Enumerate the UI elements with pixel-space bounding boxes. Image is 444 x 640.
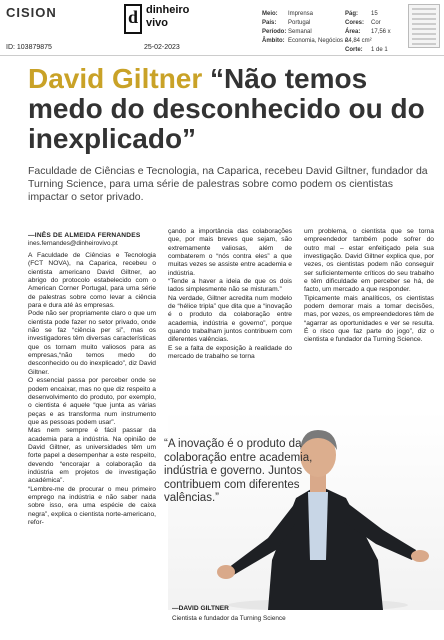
article-headline xyxy=(28,64,428,154)
author-email: ines.fernandes@dinheirovivo.pt xyxy=(28,240,118,247)
meta-value: 1 de 1 xyxy=(371,47,388,53)
meta-key: Meio: xyxy=(262,11,278,17)
meta-key: Cores: xyxy=(345,20,365,26)
headline-name: David Giltner xyxy=(28,63,203,94)
publication-date: 25-02-2023 xyxy=(144,44,180,51)
logo-line-1: dinheiro xyxy=(146,4,190,16)
photo-credit: —DAVID GILTNER xyxy=(172,605,229,612)
meta-block-right xyxy=(345,10,405,55)
agency-logo: CISION xyxy=(6,5,57,20)
page-thumbnail xyxy=(408,4,440,48)
publication-logo xyxy=(124,4,196,36)
meta-key: Corte: xyxy=(345,47,363,53)
logo-line-2: vivo xyxy=(146,17,169,29)
meta-value: Economia, Negócios e. xyxy=(288,38,350,44)
article-column-1: A Faculdade de Ciências e Tecnologia (FCT NOVA), na Caparica, recebeu o cientista americano David Giltner, ao abrigo do protocolo estabelecido com o American Corner Portugal, para uma série de palestras sobre como levar a ciência para e dura até às empresas. Pode não ser propriamente claro o que um cientista pode fazer no setor privado, onde não se faz “ciência per si”, mas os investigadores têm diversas características que os tornam muito valiosos para as empresas,“não temos medo do desconhecido ou do inexplicado”, diz David Giltner. O essencial passa por perceber onde se podem encaixar, mas no que diz respeito a desenvolvimento do produto, por exemplo, o cientista é aquele “que junta as várias peças e as transforma num instrumento que as pessoas podem usar”. Mas nem sempre é fácil passar da academia para a indústria. Na opinião de David Giltner, as universidades têm um forte papel a desempenhar a este respeito, devendo “encorajar a colaboração da indústria em projetos de investigação académica”. “Lembre-me de procurar o meu primeiro emprego na indústria e não saber nada sobre isso, era uma espécie de caixa negra”, explica o cientista norte-americano, refor- xyxy=(28,252,156,526)
article-column-2: çando a importância das colaborações que, por mais breves que sejam, são extremamente valiosas, além de combaterem o “nós contra eles” a que muitas vezes se assiste entre academia e indústria. “Tende a haver a ideia de que os dois lados simplesmente não se misturam.” Na verdade, Giltner acredita num modelo de “hélice tripla” que dita que a “inovação é o produto da colaboração entre academia, indústria e governo”, porque quando trabalham juntos contribuem com diferentes valências. E se a falta de exposição à realidade do mercado de trabalho se torna xyxy=(168,228,292,361)
meta-key: País: xyxy=(262,20,277,26)
meta-key: Pág: xyxy=(345,11,359,17)
author-byline: —INÊS DE ALMEIDA FERNANDES xyxy=(28,232,141,239)
pull-quote: “A inovação é o produto da colaboração entre academia, indústria e governo. Juntos contribuem com diferentes valências.” xyxy=(164,438,313,504)
meta-key: Âmbito: xyxy=(262,38,285,44)
meta-value: Semanal xyxy=(288,29,312,35)
meta-key: Período: xyxy=(262,29,287,35)
meta-value: Portugal xyxy=(288,20,311,26)
article-column-3: um problema, o cientista que se torna empreendedor também pode sofrer do outro mal – estar enfeitiçado pela sua investigação. David Giltner explica que, por vezes, os cientistas podem não conseguir ser suficientemente críticos do seu trabalho e têm dificuldade em perceber se há, de facto, um mercado a que responder. Tipicamente mais analíticos, os cientistas podem demorar mais a tomar decisões, mas, por vezes, os empreendedores têm de “agarrar as oportunidades e ver se resulta. É o risco que faz parte do jogo”, diz o cientista e fundador da Turning Science. xyxy=(304,228,434,344)
header-divider xyxy=(0,55,444,56)
logo-mark: d xyxy=(128,7,139,27)
photo-role: Cientista e fundador da Turning Science xyxy=(172,615,286,622)
article-lead: Faculdade de Ciências e Tecnologia, na Caparica, recebeu David Giltner, fundador da Turning Science, para uma série de palestras sobre como podem os cientistas impactar o setor privado. xyxy=(28,165,428,203)
meta-value: 17,56 x 24,84 cm² xyxy=(345,29,391,44)
headline-quote: “Não temos medo do desconhecido ou do inexplicado” xyxy=(28,63,425,154)
meta-value: Imprensa xyxy=(288,11,314,17)
meta-value: 15 xyxy=(371,11,378,17)
clip-id: ID: 103879875 xyxy=(6,44,52,51)
meta-value: Cor xyxy=(371,20,381,26)
meta-key: Área: xyxy=(345,29,361,35)
